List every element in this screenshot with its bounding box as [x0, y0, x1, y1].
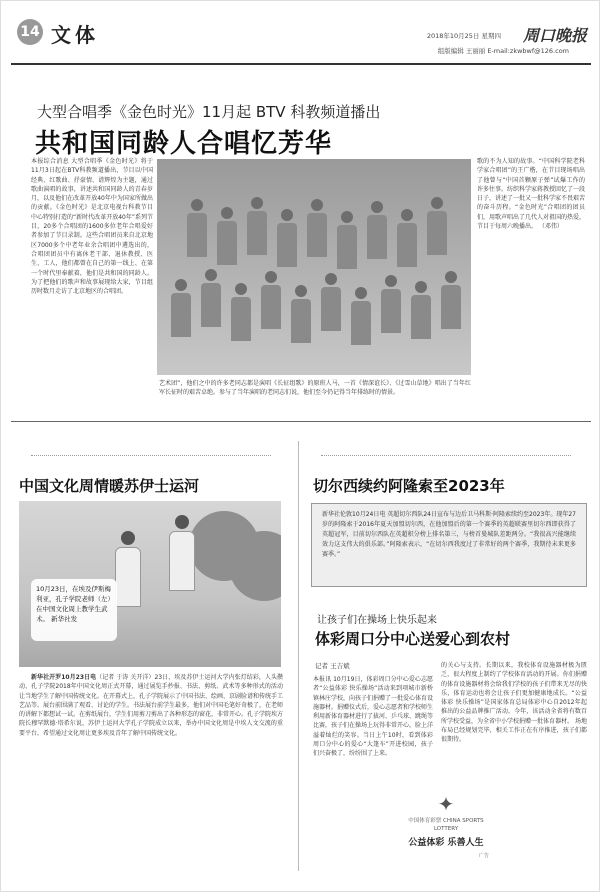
page-number-badge: 14: [17, 19, 43, 45]
lottery-slogan: 公益体彩 乐善人生: [408, 838, 484, 848]
masthead: [11, 19, 591, 67]
article4-reporter: 记者 王吉斌: [315, 662, 350, 670]
article2-text: （记者 于涛 关开洋）23日，埃及苏伊士运河大学内张灯结彩，人头攒动，孔子学院2018年中国文化周正式开幕，通过展览手抄报、书法、剪纸、武术等多种形式的活动让当地学生了解中国传统文化。在开幕式上，孔子学院展示了中国书法、绘画、京剧脸谱和传统手工艺品等。展台前围满了观看、讨论的学生。书法展台前学生最多，他们对中国毛笔好奇极了，在老师的讲解下都想试一试。在剪纸展台，学生们用剪刀剪出了各种形态的窗花，非常开心。孔子学院埃方院长穆罕默德·塔希尔说，苏伊士运河大学孔子学院成立以来，举办中国文化周是中埃人文交流的重要平台，希望通过文化周让更多埃及青年了解中国传统文化。: [19, 674, 283, 737]
singer-figure: [277, 209, 297, 269]
singer-figure: [231, 283, 251, 343]
article2-body: [19, 673, 283, 863]
article3-box: [311, 503, 587, 587]
singer-figure: [351, 287, 371, 347]
date-line: 2018年10月25日 星期四: [426, 32, 501, 40]
article1-subtitle: 大型合唱季《金色时光》11月起 BTV 科教频道播出: [37, 103, 381, 121]
article1-title: 共和国同龄人合唱忆芳华: [35, 129, 333, 159]
singer-figure: [307, 199, 327, 259]
singer-figure: [411, 281, 431, 341]
article1-rule: [11, 421, 591, 422]
singer-figure: [261, 271, 281, 331]
choir-photo-background: [157, 159, 471, 375]
choir-photo: [157, 159, 471, 375]
singer-figure: [337, 211, 357, 271]
article4-title: 体彩周口分中心送爱心到农村: [315, 630, 511, 648]
article3-body: 新华社伦敦10月24日电 英超切尔西队24日宣布与边后卫马科斯·阿隆索续约至2023年。现年27岁的阿隆索于2016年夏天加盟切尔西，在他加盟后的第一个赛季的英超联赛里切尔西即获得了英超冠军，目前切尔西队在英超积分榜上排名第三，与榜首曼城队差距两分。“我很高兴能继续效力这支伟大的俱乐部。”阿隆索表示，“在切尔西我度过了非常好的两个赛季，我期待未来更多赛季。”: [322, 511, 576, 558]
singer-figure: [217, 207, 237, 267]
section-title: 文体: [51, 23, 99, 47]
singer-figure: [321, 273, 341, 333]
masthead-rule: [11, 63, 591, 65]
article1-column-bottom: 艺术团”，他们之中的许多老同志都是演唱《长征组歌》的原班人马，一首《情深谊长》、《过雪山草地》唱出了当年红军长征时的艰苦卓绝。参与了当年演唱的老同志们说，他们至今仍记得当年排练时的情景。: [159, 380, 471, 397]
singer-figure: [247, 197, 267, 257]
column-rule: [298, 441, 299, 871]
article4-subtitle: 让孩子们在操场上快乐起来: [317, 615, 437, 626]
singer-figure: [427, 197, 447, 257]
photo-caption-text: 10月23日，在埃及伊斯梅利亚，孔子学院老师（左）在中国文化周上教学生武术。: [36, 585, 112, 623]
singer-figure: [187, 199, 207, 259]
decorative-divider: [321, 455, 571, 459]
singer-figure: [291, 285, 311, 345]
ad-label: 广告: [478, 853, 489, 859]
student-figure: [169, 515, 195, 591]
singer-figure: [367, 201, 387, 261]
photo-caption: [31, 579, 117, 641]
article1-column-left: 本报综合消息 大型合唱季《金色时光》将于11月3日起在BTV科教频道播出，节目以中国经典、红歌曲、抒豪情、谱辉煌为主题，通过歌曲演唱的故事，讲述共和国同龄人的青春岁月，以及他们在改革开放40年中为国家所做出的贡献。《金色时光》是北京电视台科教节目中心特别打造的“新时代改革开放40年”系列节目，20多个合唱团的1600多位老年合唱爱好者参加了节目录制。这些合唱团员来自北京地区7000多个中老年业余合唱团中遴选出的，合唱团团员中有离休老干部、退休教授、医生、工人，他们都曾在自己的第一线上、在第一个时代里奉献着，他们是共和国的同龄人。为了把他们的歌声和故事展现给大家，节目组历时数月走访了北京地区的合唱团。: [31, 158, 153, 296]
editor-line: 组版编辑 王丽丽 E-mail:zkwbwf@126.com: [437, 47, 569, 55]
paper-logo: 周口晚报: [522, 26, 587, 45]
decorative-divider: [31, 455, 271, 459]
photo-caption-credit: 新华社发: [51, 615, 78, 623]
article2-title: 中国文化周情暖苏伊士运河: [19, 477, 200, 495]
lottery-ad: [401, 791, 491, 859]
article1-column-right: 歌的不为人知的故事。“中国科学院老科学家合唱团”的王广楷，在节目现场唱出了他曾与“中国首颗原子弹”试爆工作的许多往事。纺织科学家蒋教授回忆了一段日子，讲述了一批又一批科学家不畏艰苦的奋斗历程。“金色时光”合唱团的团员们，用歌声唱出了几代人对祖国的热爱，节目于每周六晚播出。 （邓伟）: [477, 158, 585, 231]
singer-figure: [397, 209, 417, 269]
article3-title: 切尔西续约阿隆索至2023年: [313, 477, 505, 495]
article2-byline: 新华社开罗10月23日电: [31, 674, 97, 681]
singer-figure: [381, 275, 401, 335]
lottery-star-icon: ✦: [437, 792, 455, 816]
singer-figure: [441, 271, 461, 331]
singer-figure: [201, 269, 221, 329]
teacher-figure: [115, 531, 141, 607]
lottery-org-name: 中国体育彩票 CHINA SPORTS LOTTERY: [408, 818, 484, 832]
article4-column-left: 本报讯 10月19日，体彩周口分中心爱心志愿者“公益体彩 快乐操场”活动来到项城市新桥镇林庄学校，向孩子们捐赠了一批爱心体育设施器材。捐赠仪式后，爱心志愿者和学校师生利用新体育器材进行了拔河、乒乓球、跳绳等比赛，孩子们在操场上玩得非常开心，脸上洋溢着灿烂的笑容。当日上午10时，看到体彩周口分中心的爱心“大篷车”开进校园，孩子们兴奋极了，纷纷围了上来。: [313, 676, 433, 758]
singer-figure: [171, 279, 191, 339]
article4-column-right: 的关心与支持。长期以来，我校体育设施器材极为匮乏，很大程度上制约了学校体育活动的开展。你们捐赠的体育设施器材将会给我们学校的孩子们带来无尽的快乐，体育运动也将会让孩子们更加健康地成长。“公益体彩 快乐操场”是国家体育总局体彩中心自2012年起推出的公益品牌推广活动，今年，该活动全省将有数百所学校受益，为全省中小学校捐赠一批体育器材。 场地布局已经规划完毕，相关工作正在有序推进，孩子们都很期待。: [441, 662, 587, 744]
